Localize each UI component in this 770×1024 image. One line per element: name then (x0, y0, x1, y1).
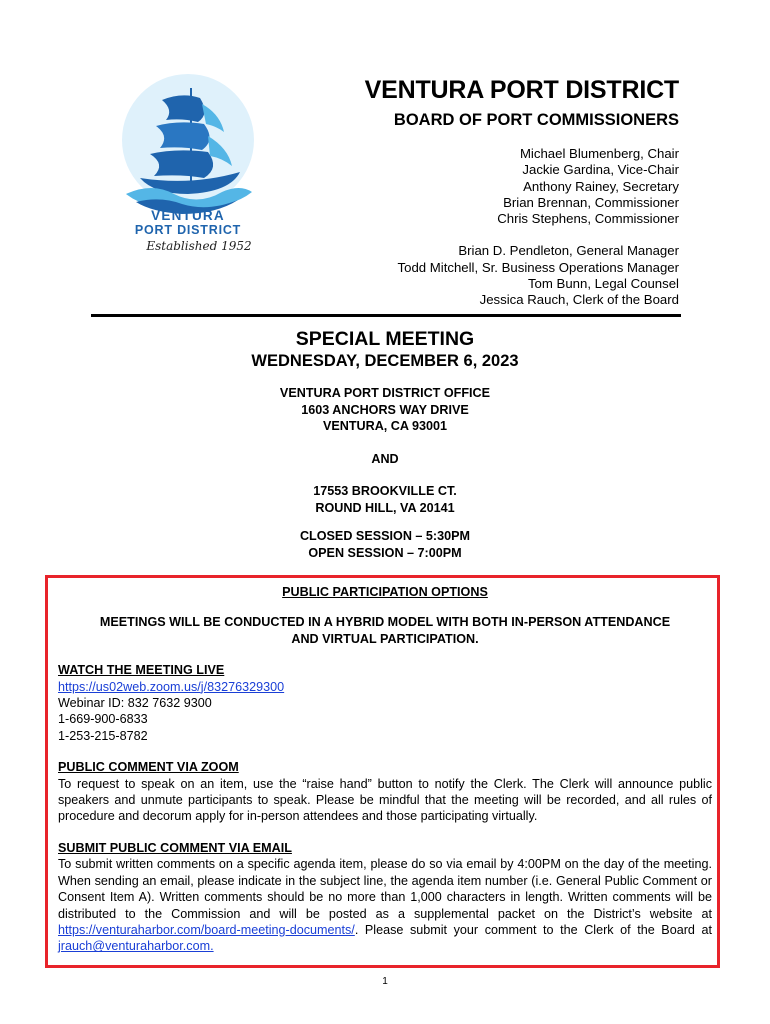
hybrid-notice-line: MEETINGS WILL BE CONDUCTED IN A HYBRID MODEL WITH BOTH IN-PERSON ATTENDANCE (99, 615, 671, 630)
address-line: VENTURA PORT DISTRICT OFFICE (279, 386, 491, 400)
staff-name: Todd Mitchell, Sr. Business Operations Manager (397, 259, 679, 275)
phone-number: 1-669-900-6833 (58, 712, 148, 727)
zoom-comment-text: To request to speak on an item, use the “raise hand” button to notify the Clerk. The Clerk will announce public speakers and unmute participants to speak. Please be mindful that the meeting will be recorded, and all rules of procedure and decorum apply for in-person attendees and those participating virtually. (58, 776, 712, 824)
email-comment-heading: SUBMIT PUBLIC COMMENT VIA EMAIL (58, 840, 292, 855)
zoom-comment-heading: PUBLIC COMMENT VIA ZOOM (58, 760, 239, 775)
logo-established: Established 1952 (146, 239, 252, 253)
watch-live-section (58, 662, 712, 744)
logo-name-line1: VENTURA (151, 208, 225, 223)
watch-live-heading: WATCH THE MEETING LIVE (58, 663, 225, 678)
logo-name-line2: PORT DISTRICT (134, 223, 242, 237)
staff-name: Tom Bunn, Legal Counsel (527, 276, 679, 292)
session-times (0, 528, 770, 561)
closed-session-time: CLOSED SESSION – 5:30PM (299, 529, 471, 543)
public-participation-box (45, 575, 720, 968)
commissioners-list (365, 146, 679, 227)
zoom-link[interactable]: https://us02web.zoom.us/j/83276329300 (58, 679, 285, 694)
commissioner-name: Jackie Gardina, Vice-Chair (522, 162, 679, 178)
header-divider (91, 314, 681, 317)
header-block (365, 76, 679, 309)
address-line: ROUND HILL, VA 20141 (315, 500, 455, 515)
location-primary (0, 385, 770, 435)
email-comment-text (58, 856, 712, 954)
page-number: 1 (382, 976, 388, 987)
address-line: 17553 BROOKVILLE CT. (313, 484, 457, 498)
webinar-id: Webinar ID: 832 7632 9300 (58, 696, 212, 711)
location-secondary (0, 483, 770, 516)
meeting-title: SPECIAL MEETING (295, 328, 475, 350)
address-line: 1603 ANCHORS WAY DRIVE (301, 402, 469, 417)
commissioner-name: Brian Brennan, Commissioner (503, 194, 679, 210)
staff-list (365, 243, 679, 308)
hybrid-notice-line: AND VIRTUAL PARTICIPATION. (291, 631, 479, 646)
org-title: VENTURA PORT DISTRICT (364, 76, 679, 104)
board-documents-link[interactable]: https://venturaharbor.com/board-meeting-documents/ (58, 922, 355, 937)
staff-name: Brian D. Pendleton, General Manager (458, 243, 679, 259)
email-comment-text-part: To submit written comments on a specific agenda item, please do so via email by 4:00PM on the day of the meeting. When sending an email, please indicate in the subject line, the agenda item number (i.e. General Public Comment or Consent Item A). Written comments should be no more than 1,000 characters in length. Written comments will be distributed to the Commission and will be posted as a supplemental packet on the District’s website at (58, 857, 712, 921)
address-line: VENTURA, CA 93001 (322, 419, 448, 433)
staff-name: Jessica Rauch, Clerk of the Board (479, 292, 679, 308)
phone-number: 1-253-215-8782 (58, 728, 148, 743)
email-comment-text-part: . Please submit your comment to the Clerk of the Board at (354, 922, 712, 937)
commissioner-name: Chris Stephens, Commissioner (497, 211, 679, 227)
zoom-comment-section (58, 759, 712, 825)
commissioner-name: Michael Blumenberg, Chair (519, 146, 679, 161)
board-title: BOARD OF PORT COMMISSIONERS (393, 111, 679, 129)
email-comment-section (58, 840, 712, 955)
sailing-ship-icon (112, 74, 264, 214)
participation-title: PUBLIC PARTICIPATION OPTIONS (282, 585, 488, 599)
ventura-port-district-logo (112, 74, 264, 264)
open-session-time: OPEN SESSION – 7:00PM (308, 545, 462, 560)
hybrid-notice (58, 614, 712, 647)
clerk-email-link[interactable]: jrauch@venturaharbor.com. (58, 939, 214, 954)
and-separator: AND (371, 452, 399, 466)
meeting-date: WEDNESDAY, DECEMBER 6, 2023 (251, 352, 519, 370)
commissioner-name: Anthony Rainey, Secretary (523, 178, 679, 194)
